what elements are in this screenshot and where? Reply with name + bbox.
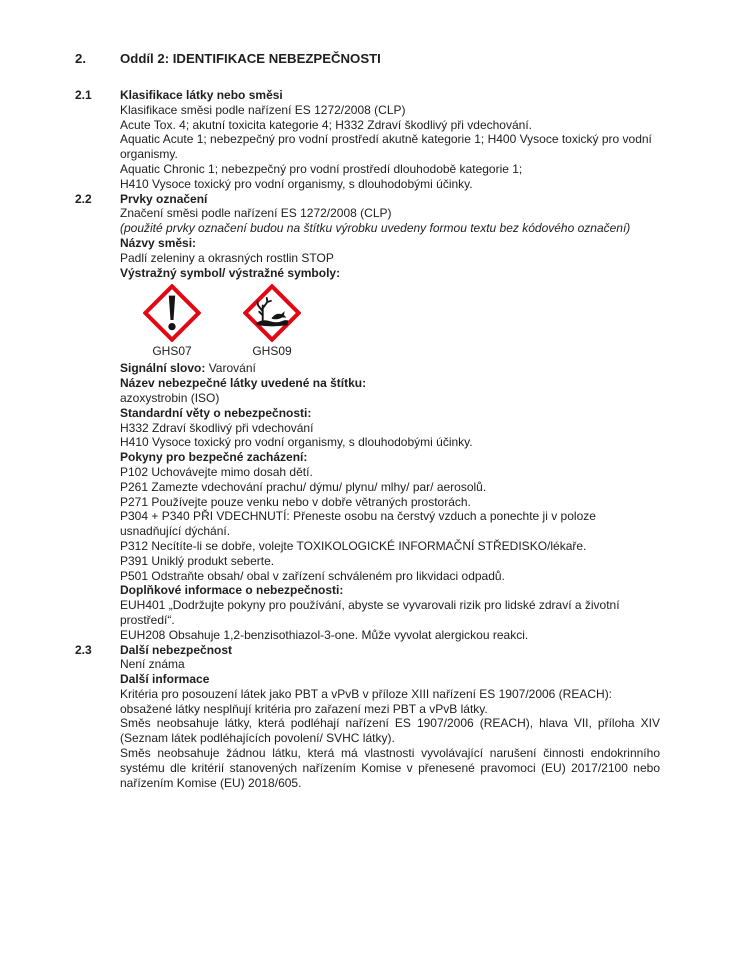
h-statements-label: Standardní věty o nebezpečnosti: (120, 405, 312, 420)
subsection-heading-row (75, 191, 660, 207)
labelling-intro: Značení směsi podle nařízení ES 1272/2008 (CLP) (120, 206, 392, 221)
endocrine-paragraph: Směs neobsahuje žádnou látku, která má vlastnosti vyvolávající narušení činnosti endokrinního systému dle kritérií stanovených nařízením Komise v přenesené pravomoci (EU) 2017/2100 nebo nařízením Komise (EU) 2018/605. (120, 746, 660, 790)
hazard-substance-value: azoxystrobin (ISO) (120, 390, 220, 405)
signal-word-label: Signální slovo: (120, 361, 206, 376)
subsection-number: 2.1 (75, 88, 92, 102)
h-statement: H410 Vysoce toxický pro vodní organismy, s dlouhodobými účinky. (120, 435, 473, 450)
p-statement: P271 Používejte pouze venku nebo v dobře větraných prostorách. (120, 494, 471, 509)
euh-statement: EUH208 Obsahuje 1,2-benzisothiazol-3-one. Může vyvolat alergickou reakci. (120, 627, 529, 642)
ghs-pictograms (120, 284, 660, 358)
subsection-heading: Prvky označení (120, 191, 208, 206)
section-number: 2. (75, 51, 86, 66)
pbt-vpvb-paragraph: Kritéria pro posouzení látek jako PBT a vPvB v příloze XIII nařízení ES 1907/2006 (REACH): obsažené látky nesplňují kritéria pro zařazení mezi PBT a vPvB látky. (120, 686, 613, 716)
signal-word-value: Varování (208, 361, 256, 376)
subsection-2-3-other-hazards (75, 642, 660, 791)
subsection-number: 2.3 (75, 642, 92, 657)
p-statement: P501 Odstraňte obsah/ obal v zařízení schváleném pro likvidaci odpadů. (120, 568, 505, 583)
warning-symbols-label: Výstražný symbol/ výstražné symboly: (120, 265, 341, 280)
euh-statement: EUH401 „Dodržujte pokyny pro používání, abyste se vyvarovali rizik pro lidské zdraví a životní prostředí“. (120, 598, 620, 627)
subsection-heading: Další nebezpečnost (120, 642, 233, 657)
further-info-label: Další informace (120, 672, 210, 687)
classification-statement: H410 Vysoce toxický pro vodní organismy, s dlouhodobými účinky. (120, 176, 473, 191)
section-2-hazard-identification (75, 51, 660, 790)
p-statement: P304 + P340 PŘI VDECHNUTÍ: Přeneste osobu na čerstvý vzduch a ponechte ji v poloze usnadňující dýchání. (120, 509, 596, 539)
ghs09-environment-icon (243, 284, 301, 342)
section-title: Oddíl 2: IDENTIFIKACE NEBEZPEČNOSTI (120, 51, 381, 66)
labelling-note: (použité prvky označení budou na štítku výrobku uvedeny formou textu bez kódového označení) (120, 221, 631, 236)
ghs09-pictogram (242, 284, 302, 358)
classification-statement: Aquatic Chronic 1; nebezpečný pro vodní prostředí dlouhodobě kategorie 1; (120, 161, 523, 176)
subsection-heading-row (75, 642, 660, 658)
svhc-paragraph: Směs neobsahuje látky, která podléhají nařízení ES 1907/2006 (REACH), hlava VII, příloha XIV (Seznam látek podléhajících povolení/ SVHC látky). (120, 716, 660, 746)
subsection-heading-row (75, 88, 660, 103)
subsection-2-2-label-elements (75, 191, 660, 643)
other-hazards-value: Není známa (120, 657, 185, 672)
subsection-2-1-classification (75, 88, 660, 192)
mixture-name: Padlí zeleniny a okrasných rostlin STOP (120, 250, 334, 265)
p-statement: P261 Zamezte vdechování prachu/ dýmu/ plynu/ mlhy/ par/ aerosolů. (120, 479, 487, 494)
p-statements-label: Pokyny pro bezpečné zacházení: (120, 450, 308, 465)
section-heading-row (75, 51, 660, 67)
classification-statement: Acute Tox. 4; akutní toxicita kategorie 4; H332 Zdraví škodlivý při vdechování. (120, 117, 532, 132)
p-statement: P312 Necítíte-li se dobře, volejte TOXIKOLOGICKÉ INFORMAČNÍ STŘEDISKO/lékaře. (120, 538, 587, 553)
p-statement: P102 Uchovávejte mimo dosah dětí. (120, 464, 313, 479)
signal-word-row (120, 361, 660, 376)
classification-statement: Aquatic Acute 1; nebezpečný pro vodní prostředí akutně kategorie 1; H400 Vysoce toxický pro vodní organismy. (120, 132, 652, 162)
pictogram-code: GHS07 (152, 344, 192, 359)
mixture-names-label: Názvy směsi: (120, 235, 197, 250)
subsection-number: 2.2 (75, 191, 92, 206)
ghs07-pictogram (142, 284, 202, 358)
pictogram-code: GHS09 (252, 344, 292, 359)
p-statement: P391 Uniklý produkt seberte. (120, 553, 275, 568)
h-statement: H332 Zdraví škodlivý při vdechování (120, 420, 314, 435)
ghs07-exclamation-icon (143, 284, 201, 342)
classification-statement: Klasifikace směsi podle nařízení ES 1272/2008 (CLP) (120, 102, 406, 117)
subsection-heading: Klasifikace látky nebo směsi (120, 88, 283, 102)
supplemental-info-label: Doplňkové informace o nebezpečnosti: (120, 583, 344, 598)
hazard-substance-label: Název nebezpečné látky uvedené na štítku: (120, 376, 367, 391)
